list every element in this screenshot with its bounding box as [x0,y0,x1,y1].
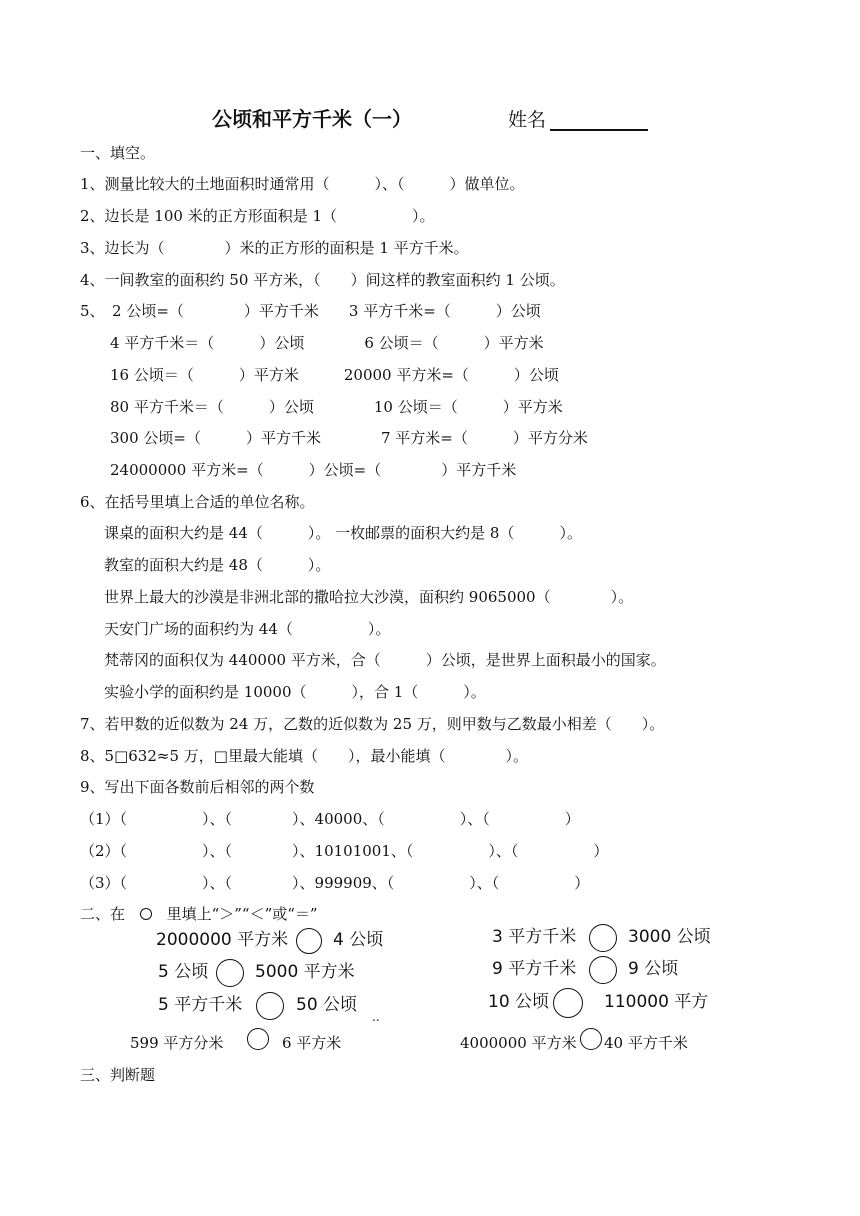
comparison-right-term: 40 平方千米 [604,1034,688,1052]
question-9-item: （2）（ ）、（ ）、10101001、（ ）、（ ） [80,842,609,860]
comparison-circle[interactable] [256,992,284,1020]
comparison-right-term: 4 公顷 [333,930,384,950]
comparison-left-term: 10 公顷 [488,992,550,1012]
question-9-item: （3）（ ）、（ ）、999909、（ ）、（ ） [80,874,590,892]
comparison-circle[interactable] [553,988,583,1018]
comparison-circle[interactable] [580,1028,602,1050]
question-6-item: 世界上最大的沙漠是非洲北部的撒哈拉大沙漠，面积约 9065000（ ）。 [74,588,634,606]
question-6-item: 天安门广场的面积约为 44（ ）。 [74,620,391,638]
small-circle-icon [140,908,152,920]
question-2: 2、边长是 100 米的正方形面积是 1（ ）。 [80,207,435,225]
comparison-right-term: 3000 公顷 [628,927,711,947]
question-3: 3、边长为（ ）米的正方形的面积是 1 平方千米。 [80,239,469,257]
section2-heading [80,904,318,924]
comparison-left-term: 9 平方千米 [492,959,577,979]
section3-heading: 三、判断题 [80,1066,156,1084]
question-5-line: 16 公顷＝（ ）平方米 20000 平方米=（ ）公顷 [80,366,559,384]
question-5-line: 24000000 平方米=（ ）公顷=（ ）平方千米 [80,461,517,479]
question-6-item: 实验小学的面积约是 10000（ ），合 1（ ）。 [74,683,486,701]
question-5-line: 4 平方千米＝（ ）公顷 6 公顷＝（ ）平方米 [80,334,544,352]
question-5-line: 5、 2 公顷=（ ）平方千米 3 平方千米=（ ）公顷 [80,302,541,320]
question-9: 9、写出下面各数前后相邻的两个数 [80,778,315,796]
question-8: 8、5□632≈5 万，□里最大能填（ ），最小能填（ ）。 [80,747,528,765]
question-5-line: 300 公顷=（ ）平方千米 7 平方米=（ ）平方分米 [80,429,588,447]
question-5-line: 80 平方千米＝（ ）公顷 10 公顷＝（ ）平方米 [80,398,563,416]
section2-heading-post: 里填上“＞”“＜”或“＝” [166,905,318,923]
comparison-circle[interactable] [247,1028,269,1050]
comparison-left-term: 2000000 平方米 [156,930,289,950]
stray-mark: .. [372,1010,380,1024]
question-6-item: 梵蒂冈的面积仅为 440000 平方米，合（ ）公顷，是世界上面积最小的国家。 [74,651,666,669]
comparison-left-term: 4000000 平方米 [460,1034,577,1052]
comparison-left-term: 3 平方千米 [492,927,577,947]
question-6-item: 课桌的面积大约是 44（ ）。 一枚邮票的面积大约是 8（ ）。 [74,524,582,542]
comparison-right-term: 50 公顷 [296,995,358,1015]
comparison-circle[interactable] [216,959,244,987]
question-7: 7、若甲数的近似数为 24 万，乙数的近似数为 25 万，则甲数与乙数最小相差（ ）。 [80,715,665,733]
section2-heading-pre: 二、在 [80,905,126,923]
question-1: 1、测量比较大的土地面积时通常用（ ）、（ ）做单位。 [80,175,525,193]
name-label: 姓名 [508,109,547,131]
section1-heading: 一、填空。 [80,144,156,162]
question-9-item: （1）（ ）、（ ）、40000、（ ）、（ ） [80,810,580,828]
question-6: 6、在括号里填上合适的单位名称。 [80,493,315,511]
comparison-left-term: 5 平方千米 [158,995,243,1015]
comparison-circle[interactable] [589,956,617,984]
question-4: 4、一间教室的面积约 50 平方米，（ ）间这样的教室面积约 1 公顷。 [80,271,565,289]
question-6-item: 教室的面积大约是 48（ ）。 [74,556,331,574]
comparison-circle[interactable] [296,928,322,954]
comparison-right-term: 5000 平方米 [255,962,355,982]
comparison-left-term: 599 平方分米 [130,1034,224,1052]
comparison-right-term: 9 公顷 [628,959,679,979]
comparison-left-term: 5 公顷 [158,962,209,982]
comparison-right-term: 110000 平方 [604,992,709,1012]
comparison-right-term: 6 平方米 [282,1034,342,1052]
page-title: 公顷和平方千米（一） [212,107,412,131]
comparison-circle[interactable] [589,924,617,952]
name-blank[interactable] [550,129,648,131]
